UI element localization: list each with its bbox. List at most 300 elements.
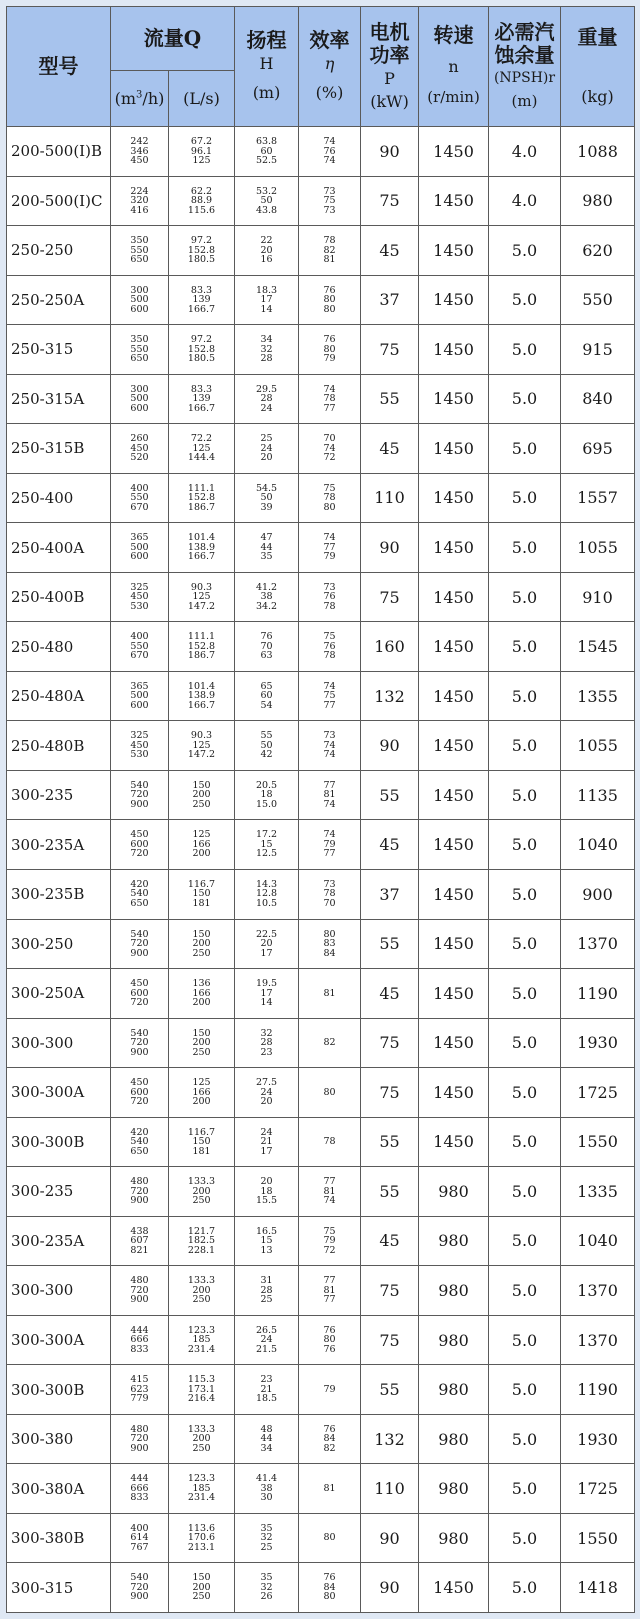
cell-speed: 1450 (419, 325, 489, 375)
cell-flow-ls-value: 133.3 (187, 1423, 216, 1435)
cell-flow-ls (169, 275, 235, 325)
cell-flow-ls (169, 671, 235, 721)
cell-efficiency-value: 78 (323, 235, 336, 247)
cell-npsh: 5.0 (489, 523, 561, 573)
cell-npsh: 5.0 (489, 622, 561, 672)
cell-head-value: 53.2 (255, 185, 278, 197)
cell-head-value: 65 (260, 680, 273, 692)
header-flow-unit-m3h (111, 71, 169, 127)
cell-weight: 1055 (561, 523, 635, 573)
cell-flow-ls-value: 116.7 (187, 1126, 216, 1138)
cell-flow-m3h (111, 869, 169, 919)
cell-model: 300-300B (7, 1365, 111, 1415)
cell-weight: 1335 (561, 1167, 635, 1217)
cell-head-value: 34.2 (255, 600, 278, 612)
cell-flow-m3h-value: 450 (130, 739, 149, 751)
cell-efficiency-value: 72 (323, 452, 336, 464)
cell-speed: 1450 (419, 919, 489, 969)
cell-head-value: 25 (260, 433, 273, 445)
cell-flow-m3h-value: 600 (130, 1086, 149, 1098)
cell-head-value: 20 (260, 938, 273, 950)
cell-flow-ls-value: 170.6 (187, 1532, 216, 1544)
table-row (7, 1167, 635, 1217)
cell-flow-ls-value: 113.6 (187, 1522, 216, 1534)
cell-head (235, 919, 299, 969)
table-row (7, 969, 635, 1019)
cell-weight: 1930 (561, 1018, 635, 1068)
cell-model: 300-235A (7, 1216, 111, 1266)
table-row (7, 1563, 635, 1613)
cell-head-value: 29.5 (255, 383, 278, 395)
cell-efficiency-value: 75 (323, 1225, 336, 1237)
cell-efficiency (299, 1266, 361, 1316)
cell-efficiency-value: 84 (323, 947, 336, 959)
cell-flow-m3h-value: 416 (130, 204, 149, 216)
cell-efficiency-value: 78 (323, 650, 336, 662)
cell-efficiency-value: 74 (323, 798, 336, 810)
header-flow: 流量Q (111, 7, 235, 71)
cell-power: 75 (361, 572, 419, 622)
cell-flow-m3h-value: 530 (130, 600, 149, 612)
cell-flow-m3h-value: 400 (130, 482, 149, 494)
cell-flow-m3h (111, 523, 169, 573)
cell-speed: 1450 (419, 127, 489, 177)
cell-flow-m3h-value: 530 (130, 749, 149, 761)
cell-flow-ls-value: 123.3 (187, 1473, 216, 1485)
cell-efficiency (299, 1018, 361, 1068)
cell-flow-ls-value: 180.5 (187, 254, 216, 266)
cell-flow-m3h-value: 600 (130, 699, 149, 711)
cell-flow-ls-value: 72.2 (190, 433, 213, 445)
cell-model: 300-300A (7, 1315, 111, 1365)
cell-npsh: 5.0 (489, 1563, 561, 1613)
cell-flow-ls-value: 150 (192, 928, 211, 940)
cell-flow-ls-value: 115.6 (187, 204, 216, 216)
cell-power: 55 (361, 919, 419, 969)
cell-efficiency (299, 473, 361, 523)
cell-head-value: 26.5 (255, 1324, 278, 1336)
cell-model: 300-250 (7, 919, 111, 969)
cell-speed: 980 (419, 1464, 489, 1514)
cell-flow-ls-value: 138.9 (187, 690, 216, 702)
cell-flow-m3h-value: 400 (130, 1522, 149, 1534)
cell-flow-ls (169, 622, 235, 672)
cell-speed: 1450 (419, 473, 489, 523)
cell-flow-m3h (111, 820, 169, 870)
cell-head-value: 38 (260, 1482, 273, 1494)
cell-head-value: 39 (260, 501, 273, 513)
header-weight-unit: (kg) (581, 86, 614, 106)
cell-model: 300-235A (7, 820, 111, 870)
cell-flow-ls (169, 1563, 235, 1613)
cell-flow-ls-value: 139 (192, 294, 211, 306)
cell-flow-m3h-value: 600 (130, 303, 149, 315)
cell-head-value: 27.5 (255, 1077, 278, 1089)
table-body (7, 127, 635, 1613)
cell-flow-ls (169, 176, 235, 226)
cell-head-value: 28 (260, 1037, 273, 1049)
cell-flow-ls-value: 133.3 (187, 1176, 216, 1188)
cell-flow-m3h-value: 500 (130, 393, 149, 405)
cell-head-value: 12.5 (255, 848, 278, 860)
cell-flow-ls-value: 166.7 (187, 699, 216, 711)
cell-npsh: 5.0 (489, 1315, 561, 1365)
cell-speed: 1450 (419, 572, 489, 622)
cell-flow-ls-value: 182.5 (187, 1235, 216, 1247)
cell-flow-ls-value: 111.1 (187, 631, 216, 643)
cell-efficiency-value: 80 (323, 294, 336, 306)
cell-head-value: 32 (260, 1532, 273, 1544)
cell-flow-ls (169, 1365, 235, 1415)
cell-weight: 915 (561, 325, 635, 375)
cell-flow-ls-value: 116.7 (187, 878, 216, 890)
cell-speed: 1450 (419, 176, 489, 226)
cell-power: 55 (361, 374, 419, 424)
cell-model: 250-400 (7, 473, 111, 523)
cell-flow-m3h-value: 450 (130, 978, 149, 990)
cell-flow-m3h-value: 900 (130, 1591, 149, 1603)
cell-power: 110 (361, 473, 419, 523)
table-header (7, 7, 635, 127)
cell-flow-m3h-value: 325 (130, 730, 149, 742)
header-eff-label: 效率 (309, 28, 350, 52)
cell-head-value: 18.5 (255, 1393, 278, 1405)
cell-flow-m3h-value: 614 (130, 1532, 149, 1544)
cell-head (235, 1018, 299, 1068)
cell-head (235, 226, 299, 276)
cell-head-value: 24 (260, 442, 273, 454)
cell-efficiency-value: 79 (323, 1383, 336, 1395)
cell-flow-m3h-value: 438 (130, 1225, 149, 1237)
cell-flow-m3h-value: 540 (130, 1136, 149, 1148)
cell-flow-ls-value: 62.2 (190, 185, 213, 197)
header-flow-unit-ls: (L/s) (169, 71, 235, 127)
cell-head-value: 50 (260, 195, 273, 207)
cell-flow-m3h-value: 444 (130, 1473, 149, 1485)
cell-efficiency-value: 78 (323, 600, 336, 612)
cell-weight: 1040 (561, 1216, 635, 1266)
cell-head-value: 47 (260, 532, 273, 544)
cell-weight: 1557 (561, 473, 635, 523)
cell-flow-m3h-value: 500 (130, 294, 149, 306)
cell-flow-ls (169, 127, 235, 177)
cell-power: 90 (361, 1513, 419, 1563)
cell-efficiency-value: 82 (323, 1037, 336, 1049)
table-row (7, 622, 635, 672)
cell-head-value: 24 (260, 1086, 273, 1098)
cell-npsh: 5.0 (489, 1216, 561, 1266)
cell-efficiency-value: 80 (323, 1334, 336, 1346)
cell-speed: 980 (419, 1414, 489, 1464)
cell-head-value: 18 (260, 1185, 273, 1197)
cell-flow-ls-value: 123.3 (187, 1324, 216, 1336)
cell-efficiency-value: 70 (323, 433, 336, 445)
cell-flow-m3h-value: 607 (130, 1235, 149, 1247)
cell-npsh: 5.0 (489, 473, 561, 523)
cell-efficiency (299, 869, 361, 919)
cell-flow-m3h-value: 821 (130, 1244, 149, 1256)
cell-efficiency-value: 80 (323, 928, 336, 940)
cell-model: 300-250A (7, 969, 111, 1019)
cell-head-value: 14.3 (255, 878, 278, 890)
cell-efficiency-value: 74 (323, 383, 336, 395)
cell-head-value: 15.0 (255, 798, 278, 810)
cell-head-value: 22.5 (255, 928, 278, 940)
cell-head (235, 523, 299, 573)
cell-flow-m3h-value: 224 (130, 185, 149, 197)
cell-flow-ls-value: 152.8 (187, 343, 216, 355)
cell-efficiency-value: 81 (323, 789, 336, 801)
table-row (7, 226, 635, 276)
cell-flow-m3h (111, 1167, 169, 1217)
cell-flow-ls-value: 67.2 (190, 136, 213, 148)
cell-flow-m3h-value: 325 (130, 581, 149, 593)
table-row (7, 1068, 635, 1118)
cell-head-value: 44 (260, 1433, 273, 1445)
cell-model: 250-250 (7, 226, 111, 276)
cell-head-value: 19.5 (255, 978, 278, 990)
cell-speed: 1450 (419, 424, 489, 474)
cell-flow-ls (169, 374, 235, 424)
cell-flow-ls (169, 325, 235, 375)
cell-efficiency (299, 275, 361, 325)
cell-flow-m3h-value: 540 (130, 888, 149, 900)
cell-efficiency-value: 78 (323, 1136, 336, 1148)
cell-flow-m3h-value: 450 (130, 1077, 149, 1089)
cell-flow-ls-value: 200 (192, 1185, 211, 1197)
header-power-symbol: P (384, 68, 395, 88)
cell-efficiency-value: 81 (323, 254, 336, 266)
cell-flow-m3h-value: 670 (130, 650, 149, 662)
cell-flow-m3h-value: 550 (130, 640, 149, 652)
cell-efficiency-value: 72 (323, 1244, 336, 1256)
cell-power: 75 (361, 176, 419, 226)
cell-efficiency-value: 75 (323, 690, 336, 702)
cell-head-value: 22 (260, 235, 273, 247)
cell-flow-ls-value: 111.1 (187, 482, 216, 494)
cell-head-value: 31 (260, 1275, 273, 1287)
cell-flow-m3h-value: 365 (130, 680, 149, 692)
cell-power: 75 (361, 1018, 419, 1068)
cell-flow-ls-value: 150 (192, 888, 211, 900)
cell-head-value: 14 (260, 997, 273, 1009)
cell-flow-m3h (111, 325, 169, 375)
cell-head-value: 30 (260, 1492, 273, 1504)
cell-speed: 1450 (419, 770, 489, 820)
cell-flow-ls-value: 166 (192, 1086, 211, 1098)
cell-weight: 1088 (561, 127, 635, 177)
cell-flow-m3h-value: 666 (130, 1482, 149, 1494)
cell-speed: 1450 (419, 1563, 489, 1613)
cell-flow-m3h-value: 650 (130, 1145, 149, 1157)
cell-weight: 1040 (561, 820, 635, 870)
cell-weight: 620 (561, 226, 635, 276)
cell-flow-m3h (111, 176, 169, 226)
cell-flow-ls (169, 869, 235, 919)
cell-flow-m3h-value: 900 (130, 1442, 149, 1454)
cell-power: 45 (361, 1216, 419, 1266)
table-row (7, 1018, 635, 1068)
header-eff-symbol: η (324, 54, 335, 73)
cell-flow-ls (169, 1464, 235, 1514)
cell-flow-ls (169, 770, 235, 820)
flow-unit-m3-pre: (m (114, 89, 137, 108)
cell-npsh: 5.0 (489, 1266, 561, 1316)
cell-npsh: 5.0 (489, 1018, 561, 1068)
cell-flow-m3h-value: 420 (130, 1126, 149, 1138)
cell-head-value: 34 (260, 334, 273, 346)
cell-npsh: 5.0 (489, 1464, 561, 1514)
cell-npsh: 5.0 (489, 1167, 561, 1217)
cell-power: 75 (361, 1315, 419, 1365)
cell-head-value: 17 (260, 1145, 273, 1157)
cell-flow-ls-value: 200 (192, 1284, 211, 1296)
cell-flow-m3h-value: 550 (130, 244, 149, 256)
cell-head-value: 43.8 (255, 204, 278, 216)
cell-efficiency-value: 78 (323, 888, 336, 900)
cell-npsh: 5.0 (489, 770, 561, 820)
table-row (7, 1216, 635, 1266)
cell-head-value: 15.5 (255, 1195, 278, 1207)
header-weight-label: 重量 (577, 24, 618, 49)
cell-flow-m3h-value: 480 (130, 1423, 149, 1435)
cell-power: 132 (361, 1414, 419, 1464)
cell-flow-m3h (111, 1563, 169, 1613)
cell-head-value: 24 (260, 1334, 273, 1346)
cell-efficiency-value: 81 (323, 1185, 336, 1197)
cell-flow-m3h-value: 779 (130, 1393, 149, 1405)
cell-head-value: 50 (260, 739, 273, 751)
cell-power: 90 (361, 523, 419, 573)
cell-head-value: 60 (260, 690, 273, 702)
cell-flow-m3h-value: 450 (130, 155, 149, 167)
cell-flow-ls-value: 200 (192, 1037, 211, 1049)
cell-npsh: 5.0 (489, 226, 561, 276)
cell-speed: 1450 (419, 671, 489, 721)
cell-speed: 980 (419, 1266, 489, 1316)
cell-power: 45 (361, 820, 419, 870)
cell-head-value: 17 (260, 947, 273, 959)
cell-npsh: 5.0 (489, 1117, 561, 1167)
cell-flow-ls-value: 125 (192, 1077, 211, 1089)
cell-head (235, 1266, 299, 1316)
header-speed-symbol: n (448, 57, 459, 76)
cell-power: 55 (361, 1167, 419, 1217)
cell-flow-ls-value: 101.4 (187, 532, 216, 544)
cell-flow-ls (169, 721, 235, 771)
cell-speed: 1450 (419, 969, 489, 1019)
cell-flow-ls (169, 1315, 235, 1365)
cell-npsh: 5.0 (489, 919, 561, 969)
header-power (361, 7, 419, 127)
cell-head-value: 10.5 (255, 897, 278, 909)
cell-flow-m3h (111, 1464, 169, 1514)
cell-head (235, 572, 299, 622)
cell-head-value: 16.5 (255, 1225, 278, 1237)
cell-flow-m3h-value: 900 (130, 947, 149, 959)
cell-power: 45 (361, 969, 419, 1019)
cell-efficiency-value: 80 (323, 303, 336, 315)
cell-flow-m3h-value: 720 (130, 997, 149, 1009)
cell-efficiency (299, 325, 361, 375)
cell-efficiency (299, 622, 361, 672)
cell-flow-m3h (111, 1216, 169, 1266)
cell-head-value: 20 (260, 1176, 273, 1188)
cell-flow-m3h-value: 600 (130, 402, 149, 414)
cell-efficiency-value: 80 (323, 501, 336, 513)
cell-head-value: 21 (260, 1383, 273, 1395)
cell-flow-ls-value: 147.2 (187, 600, 216, 612)
table-row (7, 1464, 635, 1514)
cell-flow-ls (169, 1167, 235, 1217)
cell-flow-m3h-value: 720 (130, 1096, 149, 1108)
cell-head-value: 38 (260, 591, 273, 603)
cell-head-value: 34 (260, 1442, 273, 1454)
cell-efficiency-value: 77 (323, 1294, 336, 1306)
cell-head-value: 28 (260, 1284, 273, 1296)
cell-head-value: 20 (260, 244, 273, 256)
cell-head-value: 63.8 (255, 136, 278, 148)
cell-flow-m3h (111, 572, 169, 622)
cell-speed: 1450 (419, 275, 489, 325)
cell-flow-m3h-value: 720 (130, 1581, 149, 1593)
cell-flow-m3h-value: 900 (130, 1294, 149, 1306)
cell-head-value: 17 (260, 294, 273, 306)
header-npsh-line1: 必需汽 (494, 19, 555, 44)
cell-flow-ls (169, 820, 235, 870)
cell-speed: 980 (419, 1167, 489, 1217)
cell-flow-m3h-value: 720 (130, 1284, 149, 1296)
cell-model: 300-235B (7, 869, 111, 919)
cell-efficiency-value: 76 (323, 1324, 336, 1336)
cell-flow-m3h (111, 473, 169, 523)
cell-flow-m3h-value: 444 (130, 1324, 149, 1336)
cell-flow-ls-value: 166 (192, 987, 211, 999)
cell-flow-ls-value: 250 (192, 798, 211, 810)
cell-model: 250-480A (7, 671, 111, 721)
cell-head-value: 23 (260, 1046, 273, 1058)
cell-efficiency-value: 79 (323, 353, 336, 365)
cell-flow-ls-value: 125 (192, 829, 211, 841)
table-row (7, 1266, 635, 1316)
cell-npsh: 5.0 (489, 969, 561, 1019)
cell-speed: 1450 (419, 721, 489, 771)
cell-flow-ls-value: 90.3 (190, 581, 213, 593)
cell-head-value: 18.3 (255, 284, 278, 296)
cell-flow-m3h-value: 500 (130, 690, 149, 702)
flow-unit-m3-post: /h) (142, 89, 165, 108)
cell-model: 250-480 (7, 622, 111, 672)
cell-flow-m3h-value: 500 (130, 541, 149, 553)
cell-head (235, 275, 299, 325)
cell-efficiency (299, 671, 361, 721)
table-row (7, 1513, 635, 1563)
cell-weight: 980 (561, 176, 635, 226)
cell-flow-m3h-value: 520 (130, 452, 149, 464)
header-npsh-symbol: (NPSH)r (493, 69, 556, 86)
header-speed (419, 7, 489, 127)
cell-efficiency-value: 80 (323, 1532, 336, 1544)
cell-efficiency (299, 919, 361, 969)
cell-flow-ls-value: 136 (192, 978, 211, 990)
cell-flow-ls-value: 200 (192, 1096, 211, 1108)
cell-head-value: 25 (260, 1294, 273, 1306)
cell-head-value: 24 (260, 402, 273, 414)
cell-model: 200-500(I)C (7, 176, 111, 226)
cell-efficiency (299, 424, 361, 474)
cell-efficiency (299, 572, 361, 622)
header-head-symbol: H (259, 54, 274, 73)
